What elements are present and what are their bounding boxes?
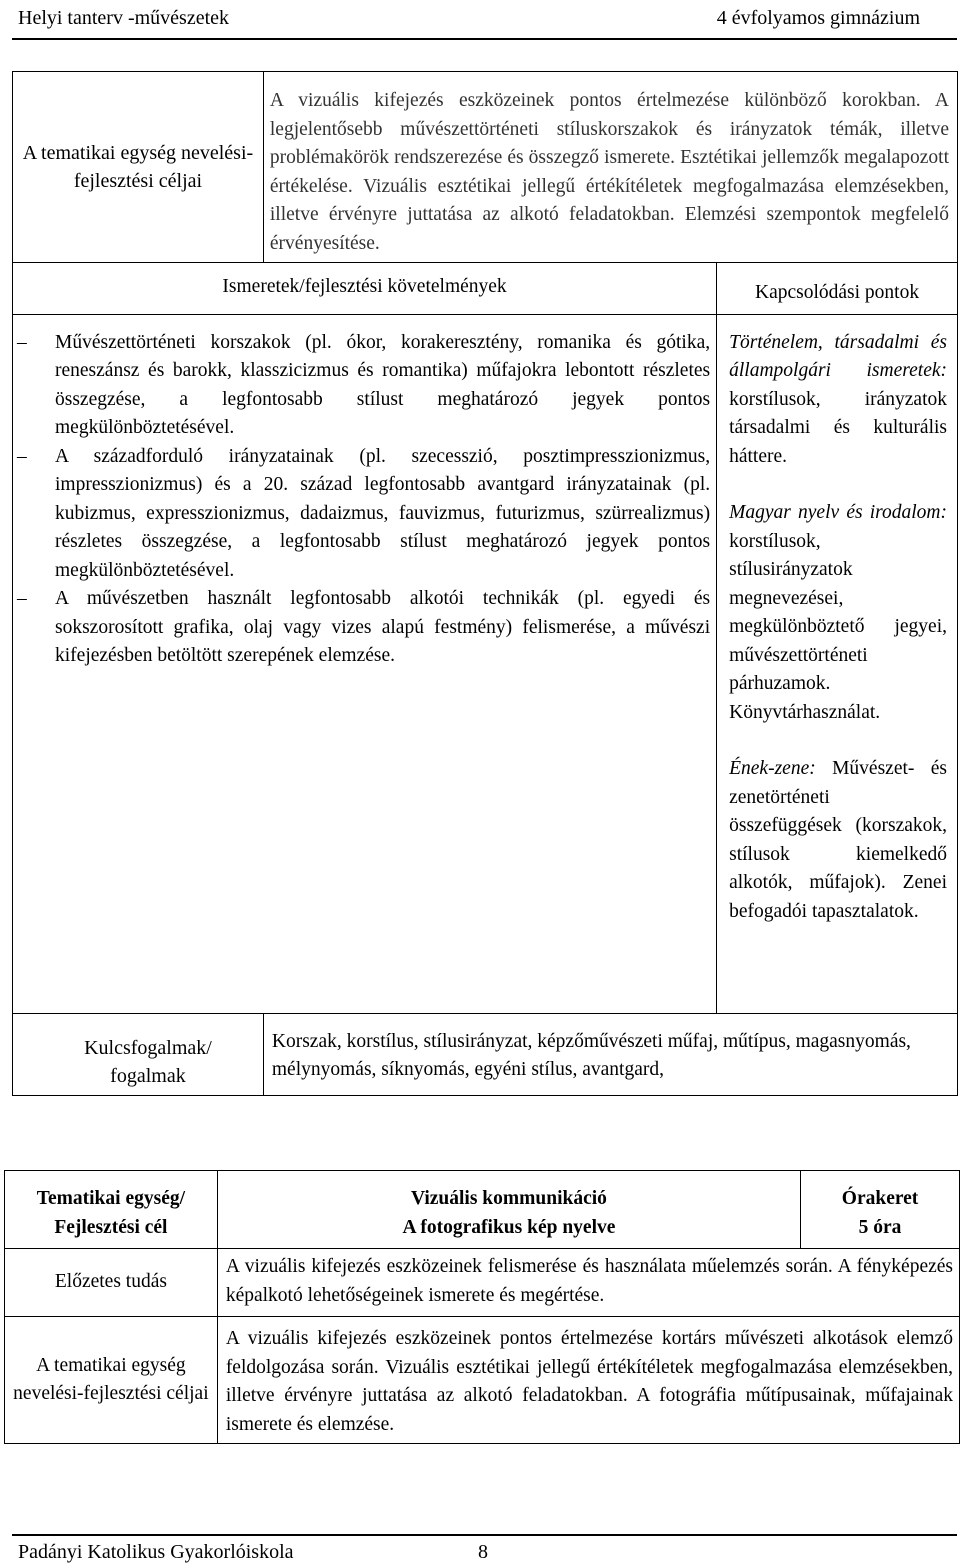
connection-text: korstílusok, stílusirányzatok megnevezései, megkülönböztető jegyei, művészettörténeti párhuzamok. Könyvtárhasználat. bbox=[729, 530, 947, 723]
curriculum-table-1 bbox=[12, 71, 958, 1096]
unit-title-cell bbox=[217, 1171, 800, 1249]
unit-goals-label-cell bbox=[5, 1317, 218, 1444]
unit-title-line-2: A fotografikus kép nyelve bbox=[402, 1216, 616, 1238]
unit-goals-row bbox=[5, 1317, 960, 1444]
connection-text: Művészet- és zenetörténeti összefüggések (korszakok, stílusok kiemelkedő alkotók, műfajok). Zenei befogadói tapasztalatok. bbox=[729, 758, 947, 922]
connection-subject: Magyar nyelv és irodalom: bbox=[729, 502, 947, 523]
keywords-text: Korszak, korstílus, stílusirányzat, képzőművészeti műfaj, műtípus, magasnyomás, mélynyomás, síknyomás, egyéni stílus, avantgard, bbox=[271, 1030, 911, 1080]
prior-label: Előzetes tudás bbox=[54, 1271, 167, 1293]
keywords-label-cell bbox=[13, 1013, 264, 1095]
goals-label: A tematikai egység nevelési-fejlesztési céljai bbox=[22, 141, 254, 192]
hours-cell bbox=[801, 1171, 960, 1249]
curriculum-table-2 bbox=[4, 1170, 960, 1444]
unit-label: Tematikai egység/ Fejlesztési cél bbox=[36, 1188, 186, 1238]
goals-text: A vizuális kifejezés eszközeinek pontos értelmezése különböző korokban. A legjelentősebb művészettörténeti stíluskorszakok és irányzatok témák, illetve problémakörök rendszerezése és összegző ismerete. Esztétikai jellemzők megalapozott értékelése. Vizuális esztétikai jellegű értékítéletek megfogalmazása elemzésekben, illetve érvényre juttatása az alkotó feladatokban. Elemzési szempontok megfelelő érvényesítése. bbox=[269, 90, 949, 254]
header-rule bbox=[12, 38, 957, 40]
unit-goals-text-cell bbox=[217, 1317, 959, 1444]
footer-school: Padányi Katolikus Gyakorlóiskola bbox=[18, 1541, 294, 1563]
footer-rule bbox=[12, 1534, 957, 1536]
connections-header-cell bbox=[717, 263, 958, 315]
unit-goals-label: A tematikai egység nevelési-fejlesztési céljai bbox=[13, 1354, 209, 1404]
requirement-item: – A művészetben használt legfontosabb alkotói technikák (pl. egyedi és sokszorosított grafika, olaj vagy vizes alapú festmény) felismerése, a művészi kifejezésben betöltött szerepének elemzése. bbox=[13, 585, 710, 671]
unit-title-line-1: Vizuális kommunikáció bbox=[410, 1188, 607, 1209]
prior-knowledge-row bbox=[5, 1249, 960, 1317]
connection-music bbox=[729, 755, 947, 926]
goals-text-cell bbox=[263, 72, 957, 263]
keywords-text-cell bbox=[263, 1013, 957, 1095]
keywords-row bbox=[13, 1013, 958, 1095]
unit-goals-text: A vizuális kifejezés eszközeinek pontos értelmezése kortárs művészeti alkotások elemző feldolgozása során. Vizuális esztétikai jellegű értékítéletek megfogalmazása elemzésekben, illetve érvényre juttatása az alkotó feladatokban. A fotográfia műtípusainak, műfajainak ismerete és elemzése. bbox=[225, 1328, 953, 1435]
requirement-item: – A századforduló irányzatainak (pl. szecesszió, posztimpresszionizmus, impresszionizmus) és a 20. század legfontosabb avantgard irányzatainak (pl. kubizmus, expresszionizmus, dadaizmus, fauvizmus, futurizmus, szürrealizmus) részletes összegzése, a legfontosabb stílust meghatározó jegyek pontos megkülönböztetésével. bbox=[13, 443, 710, 586]
unit-header-row bbox=[5, 1171, 960, 1249]
requirements-header-cell bbox=[13, 263, 717, 315]
content-row bbox=[13, 314, 958, 1013]
connection-subject: Történelem, társadalmi és állampolgári ismeretek: bbox=[729, 331, 947, 381]
goals-row bbox=[13, 72, 958, 263]
prior-label-cell bbox=[5, 1249, 218, 1317]
connection-subject: Ének-zene: bbox=[729, 758, 816, 779]
connection-literature bbox=[729, 499, 947, 727]
keywords-label: Kulcsfogalmak/ fogalmak bbox=[84, 1036, 212, 1087]
requirement-item: – Művészettörténeti korszakok (pl. ókor, korakeresztény, romanika és gótika, reneszánsz és barokk, klasszicizmus és romantika) műfajokra lebontott részletes összegzése, a legfontosabb stílust meghatározó jegyek pontos megkülönböztetésével. bbox=[13, 329, 710, 443]
connection-history bbox=[729, 329, 947, 472]
goals-label-cell bbox=[13, 72, 264, 263]
prior-text: A vizuális kifejezés eszközeinek felismerése és használata műelemzés során. A fényképezés képalkotó lehetőségeinek ismerete és megértése. bbox=[225, 1256, 953, 1306]
connections-header: Kapcsolódási pontok bbox=[755, 282, 920, 303]
column-header-row bbox=[13, 263, 958, 315]
hours-label: Órakeret bbox=[841, 1188, 919, 1209]
prior-text-cell bbox=[217, 1249, 959, 1317]
requirements-header: Ismeretek/fejlesztési követelmények bbox=[222, 276, 507, 297]
connection-text: korstílusok, irányzatok társadalmi és kulturális háttere. bbox=[729, 388, 947, 467]
unit-label-cell bbox=[5, 1171, 218, 1249]
connections-cell bbox=[717, 314, 958, 1013]
header-title-right: 4 évfolyamos gimnázium bbox=[716, 7, 920, 29]
hours-value: 5 óra bbox=[858, 1216, 902, 1238]
header-title-left: Helyi tanterv -művészetek bbox=[18, 7, 230, 29]
requirements-cell bbox=[13, 314, 717, 1013]
footer-page-number: 8 bbox=[478, 1541, 488, 1563]
requirements-list bbox=[13, 329, 710, 671]
